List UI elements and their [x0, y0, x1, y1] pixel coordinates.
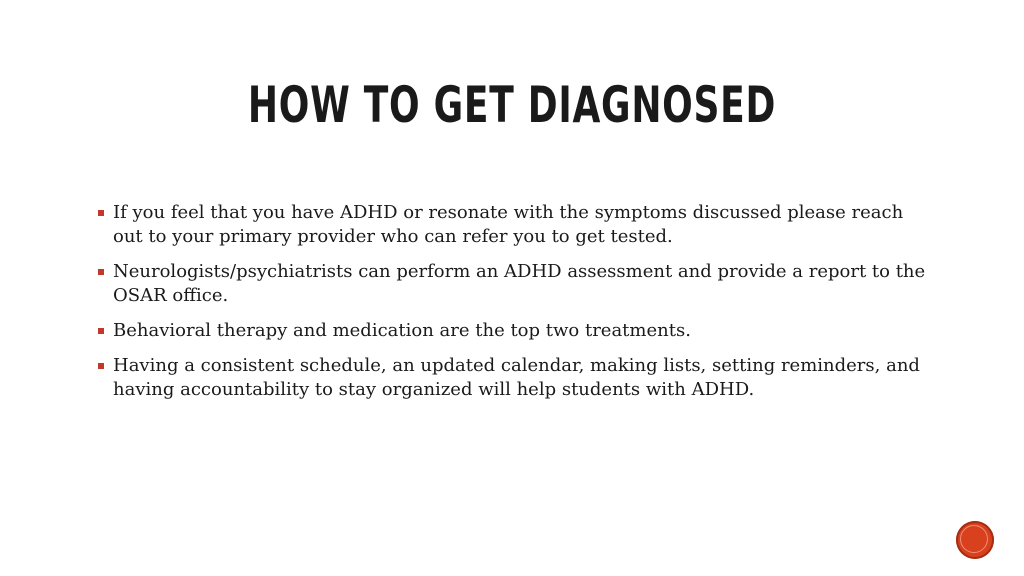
circle-icon [960, 525, 988, 553]
square-bullet-icon [98, 363, 104, 369]
bullet-text: Neurologists/psychiatrists can perform an ADHD assessment and provide a report to the OSAR office. [113, 261, 926, 306]
bullet-item [96, 354, 936, 402]
bullet-list [96, 201, 936, 413]
square-bullet-icon [98, 328, 104, 334]
bullet-text: Behavioral therapy and medication are the top two treatments. [113, 320, 691, 341]
bullet-item [96, 260, 936, 308]
slide-title: HOW TO GET DIAGNOSED [247, 76, 777, 134]
square-bullet-icon [98, 269, 104, 275]
bullet-item [96, 201, 936, 249]
bullet-text: If you feel that you have ADHD or resonate with the symptoms discussed please reach out to your primary provider who can refer you to get tested. [113, 202, 904, 247]
bullet-item [96, 319, 936, 343]
next-slide-button[interactable] [956, 521, 994, 559]
square-bullet-icon [98, 210, 104, 216]
bullet-text: Having a consistent schedule, an updated calendar, making lists, setting reminders, and having accountability to stay organized will help students with ADHD. [113, 355, 920, 400]
